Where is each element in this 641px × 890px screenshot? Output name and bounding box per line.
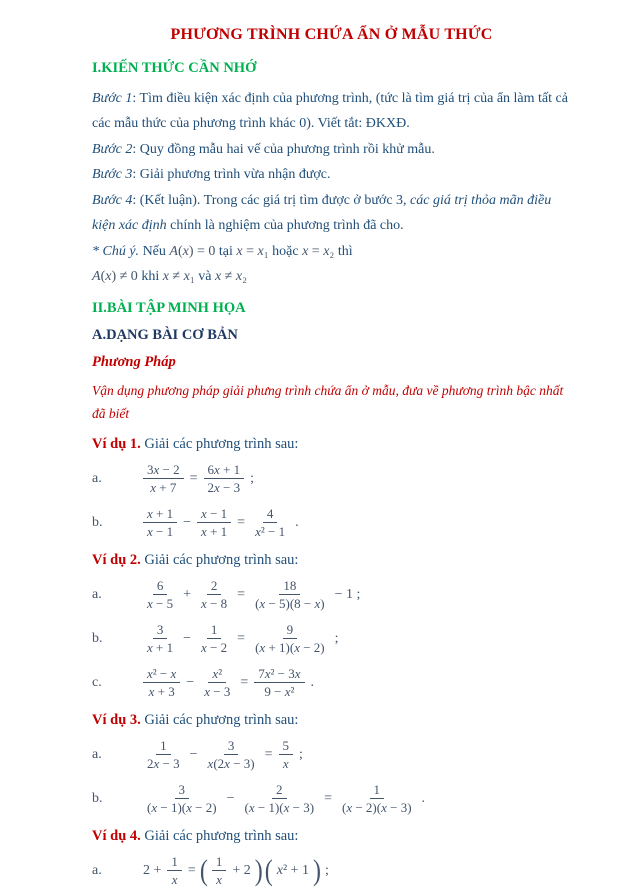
text-run: Vận dụng phương pháp giải phưng trình chứa ẩn ở mẫu, đưa về phương trình bậc nhất đã biết <box>92 382 564 421</box>
numerator: 3 <box>175 782 190 799</box>
fraction <box>197 506 231 541</box>
denominator: x − 1 <box>147 523 174 539</box>
denominator: (x − 1)(x − 2) <box>147 800 217 816</box>
denominator: x + 1 <box>201 523 228 539</box>
numerator: 1 <box>207 622 222 639</box>
fraction <box>251 622 329 657</box>
math-text: = <box>264 747 273 763</box>
numerator: 2 <box>207 578 222 595</box>
equation <box>140 782 428 817</box>
example-intro: Giải các phương trình sau: <box>140 828 299 845</box>
paragraph <box>92 188 571 239</box>
math-run: x = x₁ <box>236 243 269 259</box>
equation <box>140 578 363 613</box>
document-title: PHƯƠNG TRÌNH CHỨA ẨN Ở MẪU THỨC <box>170 26 493 43</box>
paragraph <box>92 380 571 426</box>
equation-row <box>92 664 571 702</box>
denominator: (x − 5)(8 − x) <box>255 596 325 611</box>
equation <box>140 622 342 657</box>
denominator: x − 5 <box>147 596 174 611</box>
paragraph <box>92 86 571 137</box>
denominator: x − 3 <box>204 684 231 699</box>
text-run: các giá trị thỏa mãn điều kiện xác định <box>92 192 552 234</box>
text-run: hoặc <box>268 243 303 259</box>
math-text: = <box>237 587 246 602</box>
denominator: x + 1 <box>147 640 174 655</box>
equation-item-label: a. <box>92 470 102 486</box>
heading-phuong-phap: Phương Pháp <box>92 353 176 370</box>
math-run: x = x₂ <box>302 243 335 259</box>
equation-row <box>92 620 571 658</box>
math-text: . <box>295 514 299 530</box>
fraction <box>279 738 294 773</box>
denominator: 2x − 3 <box>147 756 180 772</box>
equation-row <box>92 852 571 890</box>
text-run: Nếu <box>139 243 170 259</box>
heading-bai-tap: II.BÀI TẬP MINH HỌA <box>92 299 246 316</box>
math-text: = <box>189 470 198 486</box>
equation <box>140 462 257 497</box>
numerator: x − 1 <box>197 506 231 523</box>
equation-item-label: b. <box>92 631 103 646</box>
numerator: 1 <box>212 854 227 871</box>
math-text: + <box>183 587 192 602</box>
fraction <box>143 738 184 773</box>
fraction <box>167 854 182 889</box>
text-run: thì <box>334 243 353 259</box>
math-run: A(x) = 0 <box>169 243 216 259</box>
denominator: x + 3 <box>148 684 175 699</box>
math-text: ; <box>250 470 255 486</box>
denominator: x <box>282 756 289 772</box>
equation <box>140 506 302 541</box>
fraction <box>143 782 221 817</box>
fraction <box>143 506 177 541</box>
example-heading <box>92 709 571 732</box>
paren: ( <box>264 855 273 888</box>
math-text: − <box>183 631 192 646</box>
numerator: 3 <box>224 738 239 755</box>
equation-item-label: b. <box>92 514 103 530</box>
example-heading <box>92 433 571 456</box>
math-text: − <box>186 675 195 690</box>
example-label: Ví dụ 3. <box>92 712 141 728</box>
text-run: khi <box>137 269 163 285</box>
fraction <box>143 666 180 701</box>
math-text: x² + 1 <box>276 863 310 879</box>
denominator: 9 − x² <box>264 684 295 699</box>
numerator: 3x − 2 <box>143 462 184 479</box>
denominator: x − 8 <box>201 596 228 611</box>
paren: ( <box>199 855 208 888</box>
equation-row <box>92 736 571 774</box>
equation-row <box>92 460 571 498</box>
numerator: 2 <box>272 782 287 799</box>
math-text: . <box>310 675 315 690</box>
math-text: ; <box>334 631 339 646</box>
document-content <box>92 60 571 890</box>
paren: ) <box>313 855 322 888</box>
numerator: x² − x <box>143 666 180 683</box>
equation-item-label: a. <box>92 863 102 879</box>
math-text: − <box>183 514 192 530</box>
heading-kien-thuc: I.KIẾN THỨC CẦN NHỚ <box>92 60 257 76</box>
text-run: : Giải phương trình vừa nhận được. <box>132 167 331 183</box>
text-run: : (Kết luận). Trong các giá trị tìm được ở bước 3, <box>132 192 411 208</box>
equation-item-label: b. <box>92 791 103 807</box>
math-text: = <box>187 863 196 879</box>
numerator: 1 <box>370 782 385 799</box>
example-intro: Giải các phương trình sau: <box>140 435 299 452</box>
text-run: chính là nghiệm của phương trình đã cho. <box>166 218 404 234</box>
fraction <box>251 578 329 613</box>
fraction <box>143 462 184 497</box>
fraction <box>200 666 234 701</box>
equation <box>140 666 317 701</box>
fraction <box>197 578 231 613</box>
text-run: Bước 2 <box>92 141 133 157</box>
numerator: 6 <box>153 578 168 595</box>
numerator: 6x + 1 <box>204 462 245 479</box>
text-run: Bước 4 <box>92 192 133 208</box>
fraction <box>251 506 289 541</box>
fraction <box>212 854 227 889</box>
text-run: Bước 1 <box>92 91 133 106</box>
denominator: (x + 1)(x − 2) <box>255 640 325 655</box>
equation-row <box>92 576 571 614</box>
text-run: tại <box>215 243 237 259</box>
text-run: : Tìm điều kiện xác định của phương trình, (tức là tìm giá trị của ẩn làm tất cả các mẫu thức của phương trình khác 0). Viết tắt: ĐKXĐ. <box>92 91 568 132</box>
text-run: * Chú ý. <box>92 243 140 259</box>
example-intro: Giải các phương trình sau: <box>140 551 299 568</box>
equation-row <box>92 504 571 542</box>
example-intro: Giải các phương trình sau: <box>140 712 299 728</box>
math-text: = <box>237 631 246 646</box>
equation-row <box>92 780 571 818</box>
example-heading <box>92 825 571 848</box>
fraction <box>143 622 177 657</box>
fraction <box>204 462 245 497</box>
paragraph <box>92 137 571 162</box>
math-text: − <box>226 791 235 807</box>
denominator: (x − 2)(x − 3) <box>341 800 412 816</box>
heading-dang-co-ban: A.DẠNG BÀI CƠ BẢN <box>92 326 238 343</box>
fraction <box>143 578 177 613</box>
text-run: : Quy đồng mẫu hai vế của phương trình rồi khử mẫu. <box>132 141 435 157</box>
fraction <box>197 622 231 657</box>
paragraph <box>92 264 571 289</box>
math-text: ; <box>325 863 329 879</box>
numerator: 1 <box>156 738 171 755</box>
fraction <box>254 666 304 701</box>
paragraph <box>92 162 571 187</box>
numerator: 7x² − 3x <box>254 666 304 683</box>
numerator: x + 1 <box>143 506 177 523</box>
math-text: . <box>421 791 426 807</box>
paragraph <box>92 239 571 264</box>
paren: ) <box>254 855 263 888</box>
numerator: 9 <box>283 622 298 639</box>
equation-item-label: c. <box>92 675 102 690</box>
denominator: x <box>171 872 178 888</box>
text-run: Bước 3 <box>92 167 133 183</box>
equation <box>140 738 306 773</box>
example-label: Ví dụ 4. <box>92 828 141 845</box>
example-label: Ví dụ 2. <box>92 551 141 568</box>
denominator: x² − 1 <box>255 523 286 539</box>
math-run: x ≠ x₂ <box>214 269 247 285</box>
denominator: x − 2 <box>201 640 228 655</box>
denominator: (x − 1)(x − 3) <box>244 800 315 816</box>
math-text: = <box>237 514 246 530</box>
fraction <box>240 782 318 817</box>
denominator: x(2x − 3) <box>207 756 255 772</box>
math-run: x ≠ x₁ <box>162 269 195 285</box>
math-text: − <box>189 747 198 763</box>
math-run: A(x) ≠ 0 <box>92 269 138 285</box>
denominator: 2x − 3 <box>207 479 241 495</box>
numerator: x² <box>208 666 226 683</box>
equation-item-label: a. <box>92 747 102 763</box>
math-text: − 1 ; <box>334 587 361 602</box>
math-text: = <box>324 791 332 807</box>
text-run: và <box>194 269 215 285</box>
denominator: x <box>216 872 222 888</box>
math-text: = <box>240 675 249 690</box>
numerator: 3 <box>153 622 168 639</box>
fraction <box>204 738 259 773</box>
math-text: + 2 <box>232 863 251 879</box>
fraction <box>338 782 416 817</box>
denominator: x + 7 <box>150 479 177 495</box>
example-heading <box>92 549 571 572</box>
numerator: 4 <box>263 506 278 523</box>
equation <box>140 854 332 889</box>
numerator: 1 <box>167 854 182 871</box>
math-text: 2 + <box>143 863 162 879</box>
math-text: ; <box>299 747 303 763</box>
example-label: Ví dụ 1. <box>92 435 141 452</box>
numerator: 18 <box>279 578 300 595</box>
equation-item-label: a. <box>92 587 102 602</box>
numerator: 5 <box>279 738 294 755</box>
